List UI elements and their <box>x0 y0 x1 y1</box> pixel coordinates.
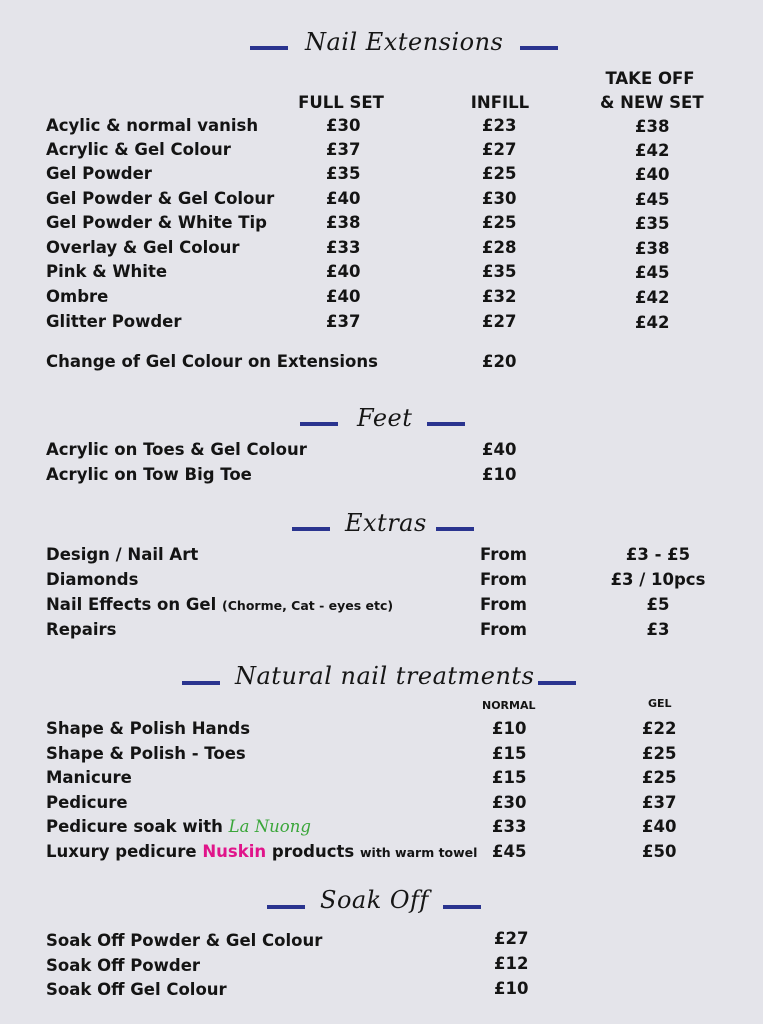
list-item-name: Design / Nail Art <box>46 545 199 564</box>
price-normal: £15 <box>492 768 527 787</box>
table-row-name: Pink & White <box>46 262 168 281</box>
table-row-name-with-brand <box>46 817 311 836</box>
section-title-natural-nail-treatments: Natural nail treatments <box>235 662 535 690</box>
price-infill: £30 <box>482 189 517 208</box>
table-row-name: Shape & Polish - Toes <box>46 744 246 763</box>
price-full-set: £40 <box>326 189 361 208</box>
from-label: From <box>480 595 527 614</box>
nuskin-brand: Nuskin <box>202 842 267 861</box>
list-item-name: Repairs <box>46 620 117 639</box>
list-item-price: £3 <box>646 620 670 639</box>
list-item-name: Diamonds <box>46 570 139 589</box>
price-normal: £15 <box>492 744 527 763</box>
price-gel: £37 <box>642 793 677 812</box>
header-gel: GEL <box>648 697 672 710</box>
price-full-set: £37 <box>326 312 361 331</box>
title-bar-left <box>300 422 338 426</box>
list-item-name-with-note <box>46 595 393 614</box>
price-full-set: £30 <box>326 116 361 135</box>
price-full-set: £40 <box>326 287 361 306</box>
price-take-off: £42 <box>635 288 670 307</box>
list-item-price: £3 - £5 <box>625 545 691 564</box>
price-infill: £32 <box>482 287 517 306</box>
price-infill: £35 <box>482 262 517 281</box>
price-infill: £27 <box>482 312 517 331</box>
la-nuong-brand: La Nuong <box>228 817 311 836</box>
list-item-price: £5 <box>646 595 670 614</box>
price-normal: £10 <box>492 719 527 738</box>
table-row-name: Pedicure soak with <box>46 817 223 836</box>
header-normal: NORMAL <box>482 699 536 712</box>
table-row-name: Glitter Powder <box>46 312 182 331</box>
price-take-off: £45 <box>635 263 670 282</box>
list-item-price: £10 <box>494 979 529 998</box>
title-bar-right <box>443 905 481 909</box>
change-gel-colour-label: Change of Gel Colour on Extensions <box>46 352 378 371</box>
table-row-name: Acylic & normal vanish <box>46 116 259 135</box>
title-bar-left <box>250 46 288 50</box>
price-take-off: £45 <box>635 190 670 209</box>
table-row-name: Ombre <box>46 287 109 306</box>
list-item-price: £12 <box>494 954 529 973</box>
table-row-suffix: products <box>271 842 355 861</box>
list-item-name: Soak Off Powder & Gel Colour <box>46 931 323 950</box>
from-label: From <box>480 570 527 589</box>
price-take-off: £38 <box>635 117 670 136</box>
table-row-name: Gel Powder & Gel Colour <box>46 189 275 208</box>
title-bar-right <box>427 422 465 426</box>
price-full-set: £37 <box>326 140 361 159</box>
price-infill: £28 <box>482 238 517 257</box>
header-new-set: & NEW SET <box>600 93 704 112</box>
list-item-price: £27 <box>494 929 529 948</box>
price-gel: £50 <box>642 842 677 861</box>
price-take-off: £42 <box>635 313 670 332</box>
list-item-name: Acrylic on Tow Big Toe <box>46 465 252 484</box>
price-gel: £40 <box>642 817 677 836</box>
price-take-off: £38 <box>635 239 670 258</box>
price-gel: £22 <box>642 719 677 738</box>
title-bar-left <box>182 681 220 685</box>
price-infill: £25 <box>482 164 517 183</box>
price-take-off: £42 <box>635 141 670 160</box>
table-row-name: Shape & Polish Hands <box>46 719 251 738</box>
title-bar-left <box>267 905 305 909</box>
price-full-set: £40 <box>326 262 361 281</box>
change-gel-colour-price: £20 <box>482 352 517 371</box>
list-item-price: £10 <box>482 465 517 484</box>
table-row-name: Manicure <box>46 768 132 787</box>
list-item-price: £3 / 10pcs <box>610 570 706 589</box>
table-row-name-with-brand <box>46 842 477 861</box>
table-row-name: Gel Powder <box>46 164 152 183</box>
title-bar-right <box>520 46 558 50</box>
section-title-soak-off: Soak Off <box>320 886 429 914</box>
price-infill: £23 <box>482 116 517 135</box>
price-take-off: £40 <box>635 165 670 184</box>
table-row-name: Gel Powder & White Tip <box>46 213 267 232</box>
price-normal: £45 <box>492 842 527 861</box>
price-normal: £30 <box>492 793 527 812</box>
table-row-note: with warm towel <box>359 845 478 860</box>
title-bar-right <box>538 681 576 685</box>
list-item-note: (Chorme, Cat - eyes etc) <box>222 598 394 613</box>
price-take-off: £35 <box>635 214 670 233</box>
price-full-set: £35 <box>326 164 361 183</box>
title-bar-left <box>292 527 330 531</box>
price-full-set: £33 <box>326 238 361 257</box>
list-item-name: Soak Off Powder <box>46 956 201 975</box>
price-full-set: £38 <box>326 213 361 232</box>
header-take-off: TAKE OFF <box>605 69 695 88</box>
from-label: From <box>480 545 527 564</box>
price-gel: £25 <box>642 768 677 787</box>
price-infill: £25 <box>482 213 517 232</box>
list-item-price: £40 <box>482 440 517 459</box>
header-full-set: FULL SET <box>298 93 384 112</box>
from-label: From <box>480 620 527 639</box>
table-row-name: Luxury pedicure <box>46 842 197 861</box>
section-title-extras: Extras <box>345 509 427 537</box>
table-row-name: Overlay & Gel Colour <box>46 238 240 257</box>
list-item-name: Acrylic on Toes & Gel Colour <box>46 440 307 459</box>
price-infill: £27 <box>482 140 517 159</box>
price-normal: £33 <box>492 817 527 836</box>
table-row-name: Acrylic & Gel Colour <box>46 140 231 159</box>
price-gel: £25 <box>642 744 677 763</box>
title-bar-right <box>436 527 474 531</box>
list-item-name: Soak Off Gel Colour <box>46 980 227 999</box>
section-title-feet: Feet <box>357 404 413 432</box>
table-row-name: Pedicure <box>46 793 128 812</box>
list-item-name: Nail Effects on Gel <box>46 595 217 614</box>
section-title-nail-extensions: Nail Extensions <box>305 28 504 56</box>
header-infill: INFILL <box>470 93 530 112</box>
